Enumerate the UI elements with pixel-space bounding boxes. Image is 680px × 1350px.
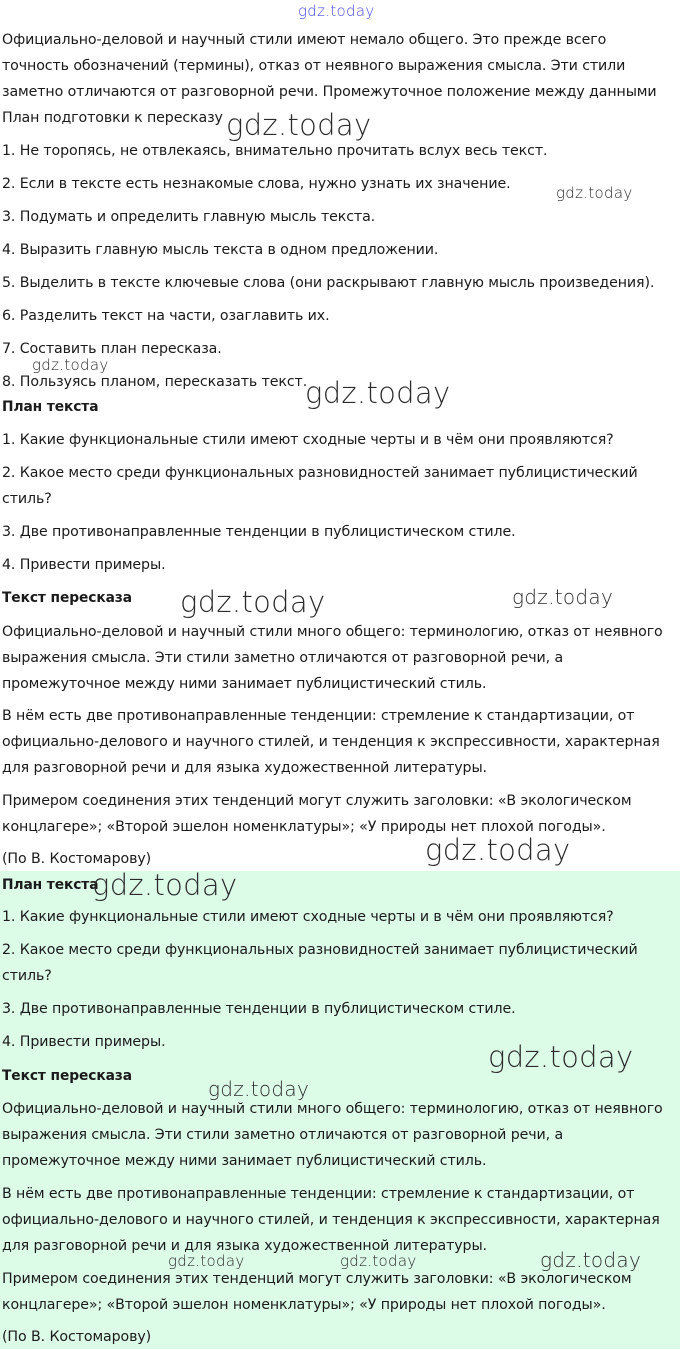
- watermark: gdz.today: [168, 1252, 245, 1270]
- retell-heading: Текст пересказа: [2, 1068, 132, 1084]
- watermark: gdz.today: [556, 184, 633, 202]
- watermark: gdz.today: [226, 108, 372, 142]
- prep-step: 6. Разделить текст на части, озаглавить их.: [2, 308, 330, 324]
- prep-step: 7. Составить план пересказа.: [2, 341, 222, 357]
- watermark: gdz.today: [298, 2, 375, 20]
- watermark: gdz.today: [180, 585, 326, 619]
- intro-line: заметно отличаются от разговорной речи. Промежуточное положение между данными: [2, 84, 657, 100]
- prep-step: 3. Подумать и определить главную мысль текста.: [2, 209, 376, 225]
- watermark: gdz.today: [512, 585, 614, 609]
- retell-line: Примером соединения этих тенденций могут служить заголовки: «В экологическом: [2, 793, 632, 809]
- retell-line: Примером соединения этих тенденций могут служить заголовки: «В экологическом: [2, 1271, 632, 1287]
- retell-line: выражения смысла. Эти стили заметно отличаются от разговорной речи, а: [2, 1127, 564, 1143]
- plan-item: 3. Две противонаправленные тенденции в публицистическом стиле.: [2, 524, 516, 540]
- retell-line: промежуточное между ними занимает публицистический стиль.: [2, 1153, 487, 1169]
- watermark: gdz.today: [425, 833, 571, 867]
- prep-step: 4. Выразить главную мысль текста в одном предложении.: [2, 242, 439, 258]
- watermark: gdz.today: [488, 1040, 634, 1074]
- retell-line: для разговорной речи и для языка художественной литературы.: [2, 760, 487, 776]
- watermark: gdz.today: [305, 376, 451, 410]
- retell-heading: Текст пересказа: [2, 590, 132, 606]
- plan-item: 2. Какое место среди функциональных разновидностей занимает публицистический: [2, 465, 638, 481]
- retell-line: выражения смысла. Эти стили заметно отличаются от разговорной речи, а: [2, 650, 564, 666]
- retell-line: В нём есть две противонаправленные тенденции: стремление к стандартизации, от: [2, 708, 635, 724]
- plan-item: 1. Какие функциональные стили имеют сходные черты и в чём они проявляются?: [2, 432, 614, 448]
- watermark: gdz.today: [208, 1077, 310, 1101]
- retell-line: В нём есть две противонаправленные тенденции: стремление к стандартизации, от: [2, 1186, 635, 1202]
- retell-line: для разговорной речи и для языка художественной литературы.: [2, 1238, 487, 1254]
- prep-step: 8. Пользуясь планом, пересказать текст.: [2, 374, 308, 390]
- plan-item: 1. Какие функциональные стили имеют сходные черты и в чём они проявляются?: [2, 909, 614, 925]
- source-attribution: (По В. Костомарову): [2, 1329, 152, 1345]
- retell-line: концлагере»; «Второй эшелон номенклатуры»; «У природы нет плохой погоды».: [2, 819, 606, 835]
- retell-line: промежуточное между ними занимает публицистический стиль.: [2, 676, 487, 692]
- watermark: gdz.today: [340, 1252, 417, 1270]
- prep-plan-title: План подготовки к пересказу: [2, 110, 223, 126]
- plan-item: 2. Какое место среди функциональных разновидностей занимает публицистический: [2, 942, 638, 958]
- retell-line: Официально-деловой и научный стили много общего: терминологию, отказ от неявного: [2, 624, 663, 640]
- retell-line: официально-делового и научного стилей, и тенденция к экспрессивности, характерная: [2, 1212, 660, 1228]
- prep-step: 5. Выделить в тексте ключевые слова (они раскрывают главную мысль произведения).: [2, 275, 655, 291]
- watermark: gdz.today: [540, 1248, 642, 1272]
- intro-line: точность обозначений (термины), отказ от неявного выражения смысла. Эти стили: [2, 58, 626, 74]
- prep-step: 2. Если в тексте есть незнакомые слова, нужно узнать их значение.: [2, 176, 511, 192]
- plan-item: стиль?: [2, 491, 52, 507]
- plan-item: стиль?: [2, 968, 52, 984]
- plan-heading: План текста: [2, 399, 99, 415]
- plan-heading: План текста: [2, 877, 99, 893]
- plan-item: 3. Две противонаправленные тенденции в публицистическом стиле.: [2, 1001, 516, 1017]
- source-attribution: (По В. Костомарову): [2, 851, 152, 867]
- watermark: gdz.today: [32, 356, 109, 374]
- plan-item: 4. Привести примеры.: [2, 557, 166, 573]
- retell-line: концлагере»; «Второй эшелон номенклатуры»; «У природы нет плохой погоды».: [2, 1297, 606, 1313]
- retell-line: Официально-деловой и научный стили много общего: терминологию, отказ от неявного: [2, 1101, 663, 1117]
- watermark: gdz.today: [92, 868, 238, 902]
- intro-line: Официально-деловой и научный стили имеют немало общего. Это прежде всего: [2, 32, 607, 48]
- prep-step: 1. Не торопясь, не отвлекаясь, внимательно прочитать вслух весь текст.: [2, 143, 548, 159]
- plan-item: 4. Привести примеры.: [2, 1034, 166, 1050]
- retell-line: официально-делового и научного стилей, и тенденция к экспрессивности, характерная: [2, 734, 660, 750]
